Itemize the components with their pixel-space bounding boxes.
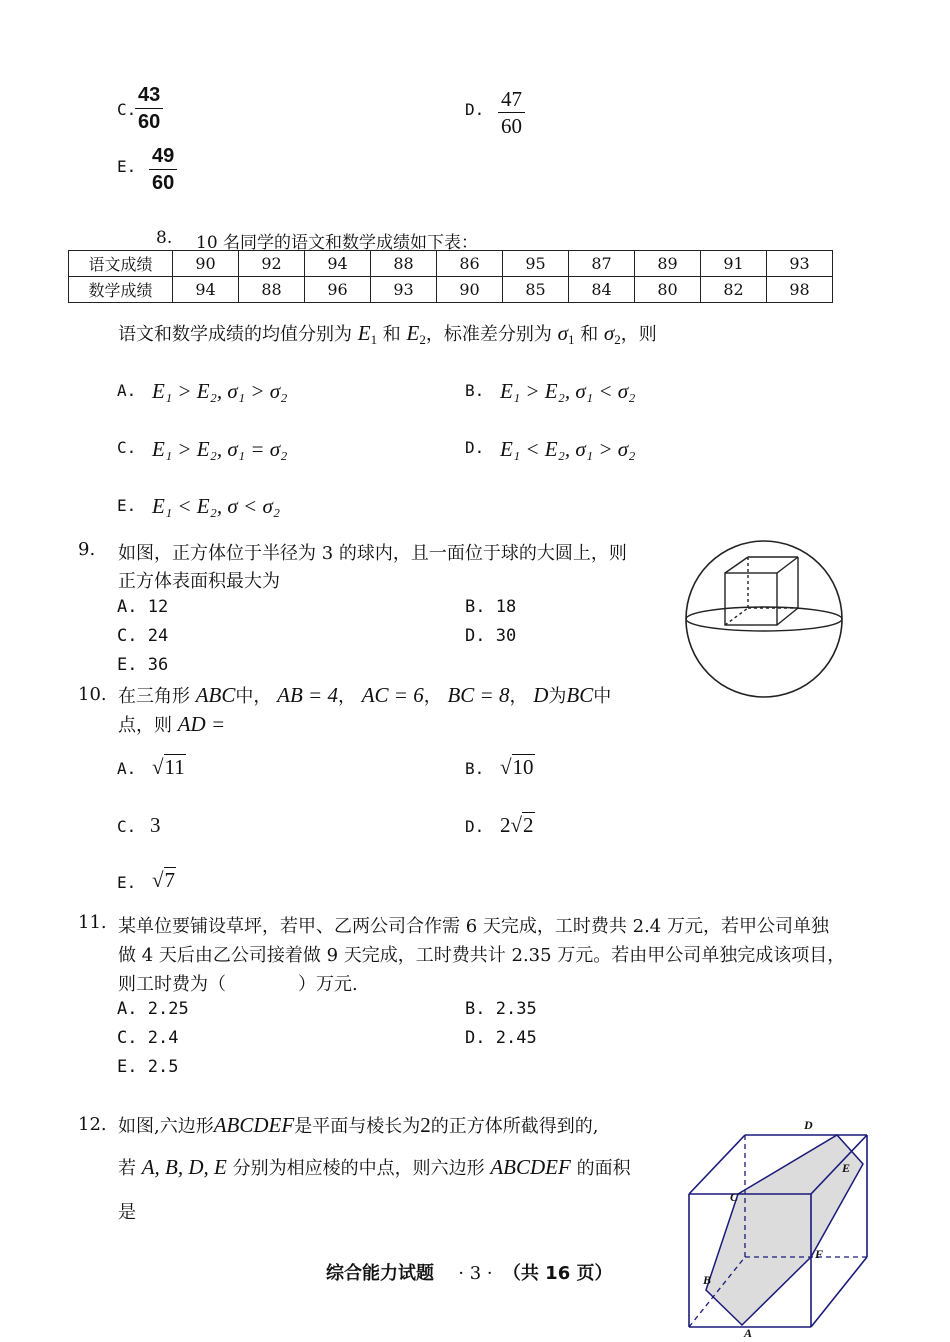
q7-option-c-label: C. <box>117 100 137 119</box>
table-row <box>69 277 833 303</box>
table-cell: 90 <box>173 251 239 277</box>
q8-question <box>118 320 657 348</box>
q10-text: 点，则 <box>118 715 172 736</box>
option-label: C. <box>117 626 138 646</box>
stddev-sigma2: $\sigma_2$ <box>603 321 621 347</box>
table-cell: 93 <box>371 277 437 303</box>
vertex-label: F <box>815 1247 824 1261</box>
q12-math: A, B, D, E <box>141 1155 227 1179</box>
option-value: 12 <box>147 597 169 617</box>
footer-page-number: · 3 · <box>458 1263 493 1284</box>
vertex-label: D <box>804 1118 813 1132</box>
vertex-label: C <box>730 1190 739 1204</box>
q7-option-c-fraction <box>135 82 163 135</box>
q12-line2 <box>118 1154 631 1180</box>
q12-text: 的正方体所截得到的, <box>430 1116 599 1137</box>
vertex-label: B <box>703 1273 712 1287</box>
option-label: B. <box>465 597 486 617</box>
q8-stem: 10 名同学的语文和数学成绩如下表： <box>196 233 479 253</box>
q10-math: AD = <box>177 712 226 736</box>
q10-number: 10. <box>78 684 107 705</box>
q9-option-a <box>117 597 168 617</box>
q10-math: BC <box>566 683 594 707</box>
q8-option-e-label: E. <box>117 496 137 515</box>
q7-option-e-label: E. <box>117 157 137 176</box>
q10-option-d-value: 2√2 <box>500 813 534 837</box>
option-value: 2.4 <box>147 1028 179 1048</box>
fraction-numerator: 49 <box>149 143 177 170</box>
q10-text: ， <box>509 686 528 707</box>
q8-option-d-label: D. <box>465 438 485 457</box>
option-value: 30 <box>495 626 517 646</box>
q10-text: ， <box>423 686 442 707</box>
radicand: 11 <box>164 755 185 779</box>
q10-line1 <box>118 682 611 708</box>
fraction-denominator: 60 <box>152 172 175 194</box>
q12-number: 12. <box>78 1114 107 1135</box>
q8-option-a-label: A. <box>117 381 137 400</box>
q10-option-c-label: C. <box>117 817 137 836</box>
table-cell: 84 <box>569 277 635 303</box>
q11-line1: 某单位要铺设草坪，若甲、乙两公司合作需 6 天完成，工时费共 2.4 万元，若甲公司单独 <box>118 916 829 937</box>
table-cell: 93 <box>767 251 833 277</box>
table-cell: 80 <box>635 277 701 303</box>
q11-option-d <box>465 1028 537 1048</box>
fraction-numerator: 47 <box>498 86 525 113</box>
option-value: 36 <box>147 655 169 675</box>
q10-option-c-value: 3 <box>150 813 161 837</box>
hexagon-cube-figure <box>683 1117 873 1339</box>
q12-text: 如图,六边形 <box>118 1116 214 1137</box>
table-cell: 88 <box>239 277 305 303</box>
q11-option-c <box>117 1028 178 1048</box>
radicand: 7 <box>164 868 176 892</box>
table-cell: 89 <box>635 251 701 277</box>
q12-text: 若 <box>118 1158 136 1179</box>
option-label: E. <box>117 655 138 675</box>
q10-text: ， <box>337 686 356 707</box>
mean-e1: $E_1$ <box>357 321 378 347</box>
table-cell: 86 <box>437 251 503 277</box>
table-cell: 90 <box>437 277 503 303</box>
q12-text: 的面积 <box>576 1158 631 1179</box>
q8-option-a: E₁ > E₂, σ₁ > σ₂ <box>152 379 288 403</box>
q11-option-e <box>117 1057 178 1077</box>
table-cell: 95 <box>503 251 569 277</box>
q9-option-c <box>117 626 168 646</box>
q10-math: AC = 6 <box>361 683 424 707</box>
q10-text: 中 <box>593 686 612 707</box>
q10-option-e-label: E. <box>117 873 137 892</box>
q12-text: 分别为相应棱的中点，则六边形 <box>232 1158 485 1179</box>
option-value: 24 <box>147 626 169 646</box>
q11-line3: 则工时费为（ ）万元. <box>118 974 358 995</box>
q8-option-d: E₁ < E₂, σ₁ > σ₂ <box>500 437 636 461</box>
q9-line2: 正方体表面积最大为 <box>118 571 280 592</box>
q9-line1: 如图，正方体位于半径为 3 的球内，且一面位于球的大圆上，则 <box>118 543 627 564</box>
table-cell: 94 <box>173 277 239 303</box>
table-cell: 82 <box>701 277 767 303</box>
table-cell: 91 <box>701 251 767 277</box>
table-cell: 85 <box>503 277 569 303</box>
vertex-label: E <box>842 1161 851 1175</box>
option-label: E. <box>117 1057 138 1077</box>
q8-option-c-label: C. <box>117 438 137 457</box>
sphere-cube-figure <box>680 540 850 702</box>
q12-math: ABCDEF <box>213 1113 295 1137</box>
option-label: A. <box>117 999 138 1019</box>
footer-total-pages: （共 16 页） <box>502 1263 613 1284</box>
option-label: C. <box>117 1028 138 1048</box>
fraction-numerator: 43 <box>135 82 163 109</box>
q10-math: D <box>533 683 549 707</box>
q9-option-e <box>117 655 168 675</box>
option-value: 2.5 <box>147 1057 179 1077</box>
table-cell: 96 <box>305 277 371 303</box>
cube-drawing <box>725 557 798 625</box>
q9-number: 9. <box>78 539 96 560</box>
q12-math: 2 <box>420 1113 431 1137</box>
option-value: 2.25 <box>147 999 189 1019</box>
q8-question-text: 和 <box>580 324 599 345</box>
option-label: D. <box>465 626 486 646</box>
q10-math: AB = 4 <box>277 683 338 707</box>
q9-option-b <box>465 597 516 617</box>
option-value: 2.45 <box>495 1028 537 1048</box>
row-header: 语文成绩 <box>69 251 173 277</box>
q11-option-b <box>465 999 537 1019</box>
table-cell: 92 <box>239 251 305 277</box>
option-value: 2.35 <box>495 999 537 1019</box>
q8-option-e: E₁ < E₂, σ < σ₂ <box>152 494 281 518</box>
radicand: 10 <box>512 755 534 779</box>
option-label: A. <box>117 597 138 617</box>
q8-question-text: ，则 <box>620 324 657 345</box>
row-header: 数学成绩 <box>69 277 173 303</box>
q10-math: BC = 8 <box>447 683 510 707</box>
q10-option-d-label: D. <box>465 817 485 836</box>
q10-line2 <box>118 711 225 737</box>
mean-e2: $E_2$ <box>406 321 426 347</box>
q10-option-e-value: √7 <box>152 868 176 892</box>
fraction-denominator: 60 <box>138 111 161 133</box>
q9-option-d <box>465 626 516 646</box>
q12-text: 是平面与棱长为 <box>294 1116 421 1137</box>
option-label: D. <box>465 1028 486 1048</box>
q7-option-d-label: D. <box>465 100 485 119</box>
great-circle <box>686 607 842 631</box>
q10-option-a-label: A. <box>117 759 137 778</box>
q11-option-a <box>117 999 189 1019</box>
table-cell: 87 <box>569 251 635 277</box>
scores-table <box>68 250 833 303</box>
fraction-denominator: 60 <box>501 114 522 138</box>
q10-text: 在三角形 <box>118 686 190 707</box>
q10-option-b-label: B. <box>465 759 485 778</box>
option-label: B. <box>465 999 486 1019</box>
q8-option-b-label: B. <box>465 381 485 400</box>
stddev-sigma1: $\sigma_1$ <box>557 321 575 347</box>
q8-question-text: ，标准差分别为 <box>425 324 552 345</box>
q8-number: 8. <box>156 228 173 248</box>
q12-line3: 是 <box>118 1202 136 1223</box>
vertex-label: A <box>744 1326 753 1339</box>
q12-math: ABCDEF <box>490 1155 571 1179</box>
q10-option-a-value: √11 <box>152 755 185 779</box>
q10-text: 为 <box>548 686 567 707</box>
sphere-outline <box>686 541 842 697</box>
q8-option-b: E₁ > E₂, σ₁ < σ₂ <box>500 379 636 403</box>
table-cell: 88 <box>371 251 437 277</box>
radicand: 2 <box>523 813 534 837</box>
footer-title: 综合能力试题 <box>326 1263 434 1284</box>
q11-number: 11. <box>78 912 107 933</box>
option-value: 18 <box>495 597 517 617</box>
q7-option-e-fraction <box>149 143 177 196</box>
q10-math: ABC <box>195 683 236 707</box>
q10-option-b-value: √10 <box>500 755 534 779</box>
coefficient: 2 <box>500 813 511 837</box>
q8-option-c: E₁ > E₂, σ₁ = σ₂ <box>152 437 288 461</box>
q12-line1 <box>118 1112 598 1138</box>
q8-question-text: 和 <box>382 324 401 345</box>
q10-text: 中， <box>235 686 272 707</box>
q7-option-d-fraction <box>498 86 525 139</box>
table-row <box>69 251 833 277</box>
table-cell: 94 <box>305 251 371 277</box>
page-footer <box>326 1259 613 1285</box>
table-cell: 98 <box>767 277 833 303</box>
q8-question-text: 语文和数学成绩的均值分别为 <box>118 324 352 345</box>
q11-line2: 做 4 天后由乙公司接着做 9 天完成，工时费共计 2.35 万元。若由甲公司单独完成该项目， <box>118 945 846 966</box>
